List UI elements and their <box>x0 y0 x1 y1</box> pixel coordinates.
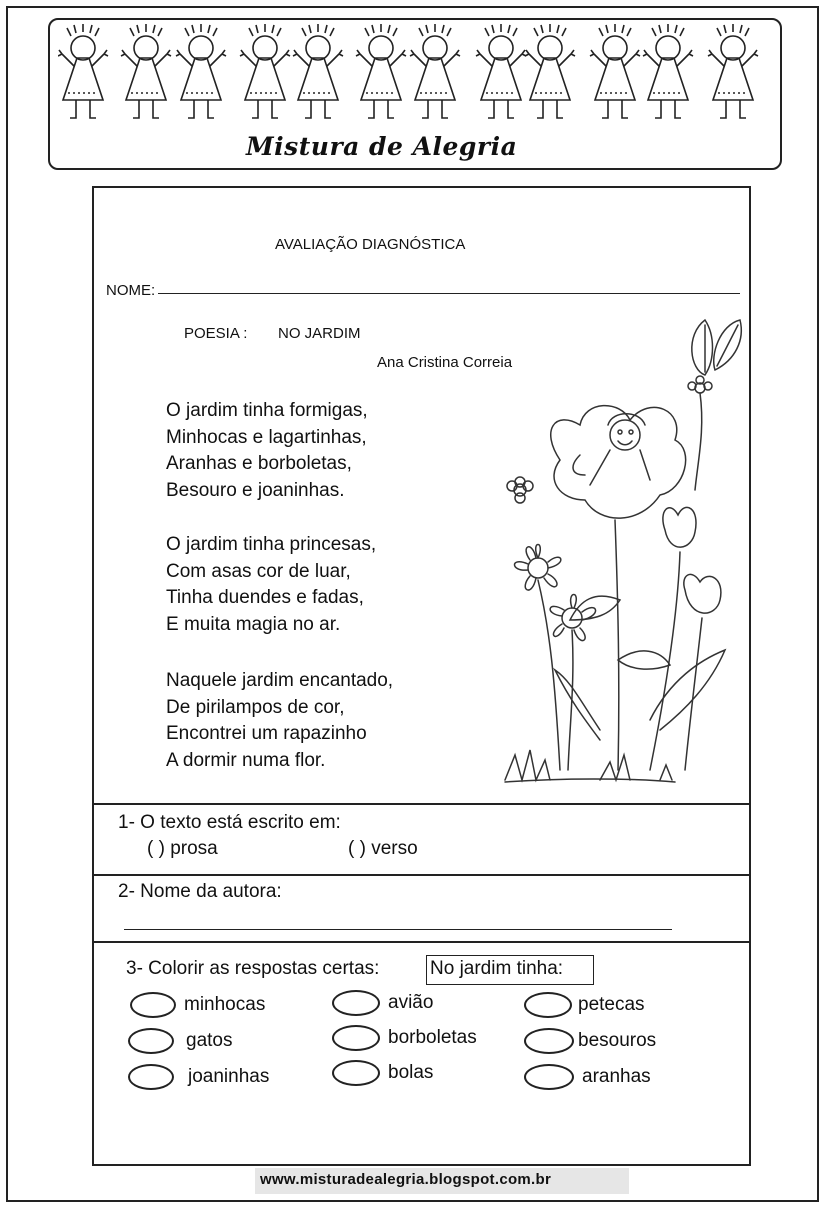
color-oval[interactable] <box>130 992 176 1018</box>
section-divider <box>94 874 749 876</box>
poem-title: NO JARDIM <box>278 325 361 342</box>
poem-line: Naquele jardim encantado, <box>166 670 394 691</box>
option-minhocas[interactable]: minhocas <box>130 990 290 1020</box>
color-oval[interactable] <box>524 992 572 1018</box>
question-3-boxed-prompt: No jardim tinha: <box>426 955 594 985</box>
poem-line: O jardim tinha princesas, <box>166 534 377 555</box>
poem-line: O jardim tinha formigas, <box>166 400 368 421</box>
poem-line: Tinha duendes e fadas, <box>166 587 364 608</box>
question-3-text: 3- Colorir as respostas certas: <box>126 958 380 979</box>
color-oval[interactable] <box>332 1025 380 1051</box>
section-divider <box>94 941 749 943</box>
footer-url[interactable]: www.misturadealegria.blogspot.com.br <box>260 1171 552 1188</box>
option-petecas[interactable]: petecas <box>524 990 684 1020</box>
option-aranhas[interactable]: aranhas <box>524 1062 684 1092</box>
color-oval[interactable] <box>332 1060 380 1086</box>
poem-stanza-1 <box>166 398 368 504</box>
poem-line: A dormir numa flor. <box>166 749 326 771</box>
option-bolas[interactable]: bolas <box>332 1058 492 1088</box>
question-1-option-prosa[interactable]: ( ) prosa <box>147 838 218 859</box>
name-answer-line[interactable] <box>158 293 740 294</box>
color-oval[interactable] <box>128 1028 174 1054</box>
garden-flowers-illustration <box>500 300 750 795</box>
color-oval[interactable] <box>128 1064 174 1090</box>
color-oval[interactable] <box>524 1064 574 1090</box>
poem-line: Minhocas e lagartinhas, <box>166 426 367 448</box>
poem-label: POESIA : <box>184 325 248 342</box>
poem-line: Aranhas e borboletas, <box>166 453 352 474</box>
name-label: NOME: <box>106 282 156 299</box>
poem-author: Ana Cristina Correia <box>377 354 513 371</box>
option-joaninhas[interactable]: joaninhas <box>128 1062 288 1092</box>
site-title: Mistura de Alegria <box>246 132 518 161</box>
document-title: AVALIAÇÃO DIAGNÓSTICA <box>275 236 466 253</box>
question-2-text: 2- Nome da autora: <box>118 881 282 902</box>
color-oval[interactable] <box>524 1028 574 1054</box>
option-aviao[interactable]: avião <box>332 988 492 1018</box>
poem-stanza-3 <box>166 668 393 774</box>
option-borboletas[interactable]: borboletas <box>332 1023 502 1053</box>
poem-line: Besouro e joaninhas. <box>166 479 345 501</box>
question-1-text: 1- O texto está escrito em: <box>118 812 341 833</box>
author-answer-line[interactable] <box>124 929 672 930</box>
section-divider <box>94 803 749 805</box>
color-oval[interactable] <box>332 990 380 1016</box>
poem-line: De pirilampos de cor, <box>166 696 345 718</box>
poem-line: Com asas cor de luar, <box>166 560 351 582</box>
option-gatos[interactable]: gatos <box>128 1026 288 1056</box>
option-besouros[interactable]: besouros <box>524 1026 684 1056</box>
poem-line: Encontrei um rapazinho <box>166 723 367 744</box>
poem-stanza-2 <box>166 532 376 638</box>
kids-row-illustration <box>58 22 772 130</box>
poem-line: E muita magia no ar. <box>166 613 341 635</box>
question-1-option-verso[interactable]: ( ) verso <box>348 838 418 859</box>
